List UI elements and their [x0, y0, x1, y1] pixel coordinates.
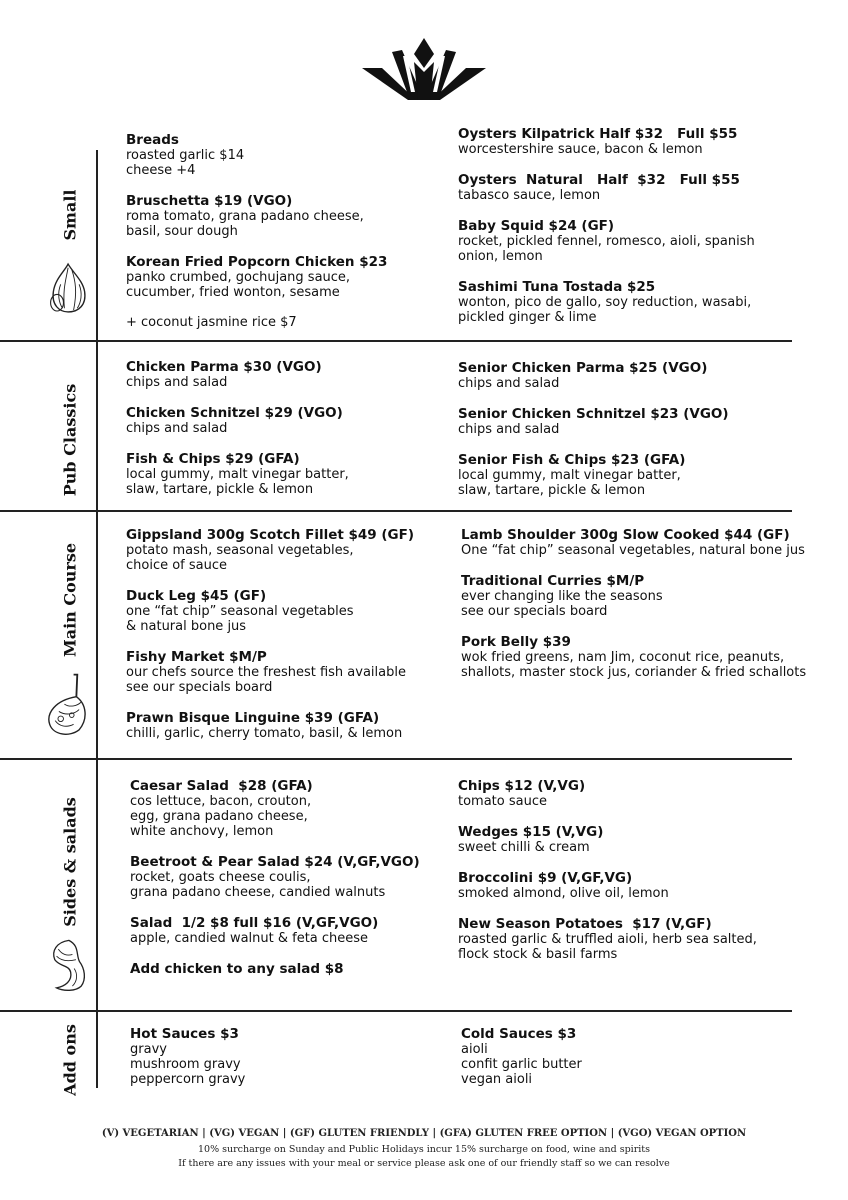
menu-item — [458, 406, 729, 437]
item-name: Salad 1/2 $8 full $16 (V,GF,VGO) — [130, 915, 379, 931]
item-desc: mushroom gravy — [130, 1057, 241, 1072]
item-desc: our chefs source the freshest fish available — [126, 665, 406, 680]
item-name: Chicken Parma $30 (VGO) — [126, 359, 322, 375]
addons-left-column — [130, 1026, 245, 1087]
item-desc: worcestershire sauce, bacon & lemon — [458, 142, 703, 157]
item-name: Bruschetta $19 (VGO) — [126, 193, 293, 209]
item-name: Traditional Curries $M/P — [461, 573, 645, 589]
item-desc: aioli — [461, 1042, 488, 1057]
item-desc: see our specials board — [461, 604, 608, 619]
menu-item — [126, 254, 387, 330]
item-desc: grana padano cheese, candied walnuts — [130, 885, 386, 900]
menu-item — [458, 452, 729, 498]
addons-divider-vertical — [96, 1012, 98, 1088]
menu-item — [458, 870, 757, 901]
item-desc: ever changing like the seasons — [461, 589, 663, 604]
item-desc: tabasco sauce, lemon — [458, 188, 601, 203]
menu-item — [130, 961, 420, 977]
section-label-pub-classics: Pub Classics — [60, 383, 80, 497]
menu-item — [130, 915, 420, 946]
small-left-column — [126, 132, 387, 330]
pub-left-column — [126, 359, 349, 497]
menu-item — [458, 218, 755, 264]
sides-right-column — [458, 778, 757, 962]
pub-right-column — [458, 360, 729, 498]
item-desc: panko crumbed, gochujang sauce, — [126, 270, 351, 285]
garlic-icon — [46, 258, 92, 318]
item-desc: wonton, pico de gallo, soy reduction, wasabi, — [458, 295, 752, 310]
small-right-column — [458, 126, 755, 325]
menu-item — [130, 854, 420, 900]
item-desc: gravy — [130, 1042, 167, 1057]
item-desc: flock stock & basil farms — [458, 947, 618, 962]
item-desc: onion, lemon — [458, 249, 543, 264]
menu-item — [461, 573, 806, 619]
section-divider — [0, 510, 792, 512]
section-label-small: Small — [60, 189, 80, 241]
item-name: Breads — [126, 132, 179, 148]
item-desc: vegan aioli — [461, 1072, 533, 1087]
item-extra: + coconut jasmine rice $7 — [126, 315, 297, 330]
item-desc: roasted garlic $14 — [126, 148, 245, 163]
item-name: New Season Potatoes $17 (V,GF) — [458, 916, 712, 932]
menu-item — [126, 527, 414, 573]
menu-item — [461, 527, 806, 558]
item-desc: basil, sour dough — [126, 224, 238, 239]
item-desc: & natural bone jus — [126, 619, 247, 634]
item-name: Sashimi Tuna Tostada $25 — [458, 279, 656, 295]
menu-item — [126, 588, 414, 634]
item-name: Duck Leg $45 (GF) — [126, 588, 267, 604]
item-desc: chips and salad — [126, 375, 228, 390]
item-name: Senior Chicken Schnitzel $23 (VGO) — [458, 406, 729, 422]
item-desc: roasted garlic & truffled aioli, herb sea salted, — [458, 932, 757, 947]
main-right-column — [461, 527, 806, 680]
item-desc: cheese +4 — [126, 163, 196, 178]
item-desc: confit garlic butter — [461, 1057, 582, 1072]
item-name: Gippsland 300g Scotch Fillet $49 (GF) — [126, 527, 415, 543]
menu-item — [126, 649, 414, 695]
item-name: Lamb Shoulder 300g Slow Cooked $44 (GF) — [461, 527, 790, 543]
section-divider — [0, 340, 792, 342]
issues-note: If there are any issues with your meal or service please ask one of our friendly staff so we can resolve — [178, 1158, 670, 1169]
item-name: Hot Sauces $3 — [130, 1026, 239, 1042]
item-name: Add chicken to any salad $8 — [130, 961, 344, 977]
menu-item — [126, 132, 387, 178]
item-desc: white anchovy, lemon — [130, 824, 274, 839]
item-desc: roma tomato, grana padano cheese, — [126, 209, 364, 224]
item-desc: slaw, tartare, pickle & lemon — [458, 483, 646, 498]
item-desc: cos lettuce, bacon, crouton, — [130, 794, 312, 809]
item-name: Senior Chicken Parma $25 (VGO) — [458, 360, 708, 376]
section-label-main-course: Main Course — [60, 542, 80, 658]
item-desc: chips and salad — [126, 421, 228, 436]
item-desc: chips and salad — [458, 422, 560, 437]
menu-item — [130, 1026, 245, 1087]
item-desc: cucumber, fried wonton, sesame — [126, 285, 340, 300]
section-divider — [0, 758, 792, 760]
meat-leg-icon — [46, 670, 92, 740]
item-desc: local gummy, malt vinegar batter, — [126, 467, 349, 482]
item-desc: egg, grana padano cheese, — [130, 809, 308, 824]
item-desc: choice of sauce — [126, 558, 228, 573]
item-name: Oysters Natural Half $32 Full $55 — [458, 172, 740, 188]
menu-item — [461, 1026, 582, 1087]
item-name: Caesar Salad $28 (GFA) — [130, 778, 313, 794]
item-desc: one “fat chip” seasonal vegetables — [126, 604, 354, 619]
menu-item — [126, 359, 349, 390]
menu-item — [458, 824, 757, 855]
item-desc: One “fat chip” seasonal vegetables, natural bone jus — [461, 543, 805, 558]
item-name: Oysters Kilpatrick Half $32 Full $55 — [458, 126, 738, 142]
menu-item — [458, 172, 755, 203]
small-divider-vertical — [96, 150, 98, 340]
item-desc: pickled ginger & lime — [458, 310, 597, 325]
menu-item — [458, 916, 757, 962]
main-left-column — [126, 527, 414, 741]
item-desc: tomato sauce — [458, 794, 547, 809]
menu-item — [461, 634, 806, 680]
item-name: Wedges $15 (V,VG) — [458, 824, 604, 840]
menu-item — [130, 778, 420, 839]
item-name: Prawn Bisque Linguine $39 (GFA) — [126, 710, 380, 726]
item-name: Korean Fried Popcorn Chicken $23 — [126, 254, 388, 270]
pub-divider-vertical — [96, 342, 98, 510]
item-desc: smoked almond, olive oil, lemon — [458, 886, 669, 901]
item-desc: rocket, pickled fennel, romesco, aioli, spanish — [458, 234, 755, 249]
item-name: Chicken Schnitzel $29 (VGO) — [126, 405, 343, 421]
surcharge-note: 10% surcharge on Sunday and Public Holidays incur 15% surcharge on food, wine and spirits — [198, 1144, 650, 1155]
dietary-legend: (V) VEGETARIAN | (VG) VEGAN | (GF) GLUTEN FRIENDLY | (GFA) GLUTEN FREE OPTION | (VGO) VEGAN OPTION — [101, 1128, 747, 1139]
item-desc: chilli, garlic, cherry tomato, basil, & lemon — [126, 726, 403, 741]
item-desc: potato mash, seasonal vegetables, — [126, 543, 354, 558]
sides-divider-vertical — [96, 760, 98, 1010]
item-desc: apple, candied walnut & feta cheese — [130, 931, 369, 946]
item-desc: local gummy, malt vinegar batter, — [458, 468, 681, 483]
item-desc: rocket, goats cheese coulis, — [130, 870, 311, 885]
item-name: Fishy Market $M/P — [126, 649, 267, 665]
item-desc: chips and salad — [458, 376, 560, 391]
section-label-sides-salads: Sides & salads — [60, 797, 80, 927]
menu-item — [126, 193, 387, 239]
lotus-logo-icon — [362, 38, 486, 100]
item-name: Baby Squid $24 (GF) — [458, 218, 615, 234]
item-name: Fish & Chips $29 (GFA) — [126, 451, 300, 467]
item-name: Cold Sauces $3 — [461, 1026, 577, 1042]
menu-item — [458, 360, 729, 391]
item-desc: peppercorn gravy — [130, 1072, 246, 1087]
item-desc: see our specials board — [126, 680, 273, 695]
section-label-add-ons: Add ons — [60, 1024, 80, 1096]
menu-item — [126, 710, 414, 741]
menu-item — [458, 126, 755, 157]
item-name: Beetroot & Pear Salad $24 (V,GF,VGO) — [130, 854, 420, 870]
addons-right-column — [461, 1026, 582, 1087]
item-desc: shallots, master stock jus, coriander & fried schallots — [461, 665, 807, 680]
item-desc: wok fried greens, nam Jim, coconut rice, peanuts, — [461, 650, 785, 665]
item-desc: slaw, tartare, pickle & lemon — [126, 482, 314, 497]
item-name: Chips $12 (V,VG) — [458, 778, 586, 794]
sides-left-column — [130, 778, 420, 977]
menu-item — [126, 405, 349, 436]
menu-item — [458, 778, 757, 809]
item-name: Senior Fish & Chips $23 (GFA) — [458, 452, 686, 468]
mushroom-icon — [46, 934, 90, 996]
menu-item — [458, 279, 755, 325]
menu-item — [126, 451, 349, 497]
item-name: Pork Belly $39 — [461, 634, 571, 650]
item-desc: sweet chilli & cream — [458, 840, 590, 855]
section-divider — [0, 1010, 792, 1012]
main-divider-vertical — [96, 512, 98, 758]
item-name: Broccolini $9 (V,GF,VG) — [458, 870, 633, 886]
